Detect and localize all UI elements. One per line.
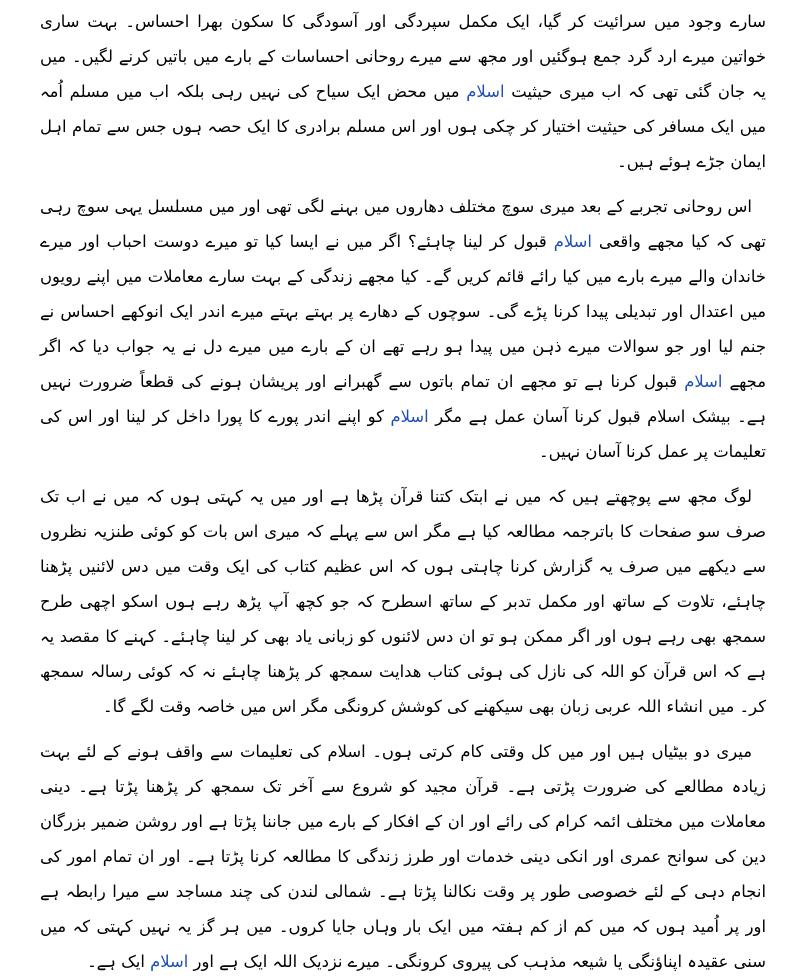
urdu-document-page — [40, 4, 766, 979]
text-segment: میری دو بیٹیاں ہیں اور میں کل وقتی کام کرتی ہوں۔ اسلام کی تعلیمات سے واقف ہونے کے لئے بہت زیادہ مطالعے کی ضرورت پڑتی ہے۔ قرآن مجید کو شروع سے آخر تک سمجھ کر پڑھنا پڑتا ہے۔ دینی معاملات میں مختلف ائمہ کرام کی رائے اور ان کے افکار کے بارے میں جاننا پڑتا ہے اور روشن ضمیر بزرگان دین کی سوانح عمری اور انکی دینی خدمات اور طرز زندگی کا مطالعہ کرنا پڑتا ہے۔ اور ان تمام امور کی انجام دہی کے لئے خصوصی طور پر وقت نکالنا پڑتا ہے۔ شمالی لندن کی چند مساجد سے میرا رابطہ ہے اور پر اُمید ہوں کہ میں کم از کم ہفتہ میں ایک بار وہاں جایا کروں۔ میں ہر گز یہ نہیں کہتی کہ میں سنی عقیدہ اپناؤنگی یا شیعہ مذہب کی پیروی کرونگی۔ میرے نزدیک اللہ ایک ہے اور — [40, 742, 766, 971]
highlighted-word: اسلام — [684, 372, 723, 391]
paragraph-1 — [40, 4, 766, 179]
text-segment: میں محض ایک سیاح کی نہیں رہی بلکہ اب میں مسلم اُمہ میں ایک مسافر کی حیثیت اختیار کر چکی ہوں اور اس مسلم برادری کا ایک حصہ ہوں جس سے تمام اہل ایمان جڑے ہوئے ہیں۔ — [40, 82, 766, 171]
text-segment: اس روحانی تجربے کے بعد میری سوچ مختلف دھاروں میں بہنے لگی تھی اور میں مسلسل یہی سوچ رہی تھی کہ کیا مجھے واقعی — [40, 197, 766, 251]
text-segment: کو اپنے اندر پورے کا پورا داخل کر لینا اور اس کی تعلیمات پر عمل کرنا آسان نہیں۔ — [40, 407, 766, 461]
text-segment: قبول کر لینا چاہئے؟ اگر میں نے ایسا کیا تو میرے دوست احباب اور میرے خاندان والے میرے بارے میں کیا رائے قائم کریں گے۔ کیا مجھے زندگی کے بہت سارے معاملات میں اپنے رویوں میں اعتدال اور تبدیلی پیدا کرنا پڑے گی۔ سوچوں کے دھارے پر بہتے بہتے میرے اندر ایک انوکھے احساس نے جنم لیا اور جو سوالات میرے ذہن میں پیدا ہو رہے تھے ان کے بارے میں میرے دل نے یہ جواب دیا کہ اگر مجھے — [40, 232, 766, 391]
highlighted-word: اسلام — [390, 407, 429, 426]
text-segment: قبول کرنا ہے تو مجھے ان تمام باتوں سے گھبرانے اور پریشان ہونے کی قطعاً ضرورت نہیں ہے۔ بیشک اسلام قبول کرنا آسان عمل ہے مگر — [40, 372, 766, 426]
paragraph-4 — [40, 734, 766, 979]
highlighted-word: اسلام — [553, 232, 592, 251]
paragraph-3 — [40, 479, 766, 724]
paragraph-2 — [40, 189, 766, 469]
highlighted-word: اسلام — [150, 952, 189, 971]
text-segment: لوگ مجھ سے پوچھتے ہیں کہ میں نے ابتک کتنا قرآن پڑھا ہے اور میں یہ کہتی ہوں کہ میں نے اب تک صرف سو صفحات کا باترجمہ مطالعہ کیا ہے مگر اس سے پہلے کہ میری اس بات کو کوئی طنزیہ نظروں سے دیکھے میں صرف یہ گزارش کرنا چاہتی ہوں کہ اس عظیم کتاب کی ایک وقت میں دس لائنیں پڑھنا چاہئے، تلاوت کے ساتھ اور مکمل تدبر کے ساتھ اسطرح کہ جو کچھ آپ پڑھ رہے ہوں اسکو اچھی طرح سمجھ بھی رہے ہوں اور اگر ممکن ہو تو ان دس لائنوں کو زبانی یاد بھی کر لینا چاہئے۔ کہنے کا مقصد یہ ہے کہ اس قرآن کو اللہ کی نازل کی ہوئی کتاب ھدایت سمجھ کر پڑھنا چاہئے نہ کہ کوئی رسالہ سمجھ کر۔ میں انشاء اللہ عربی زبان بھی سیکھنے کی کوشش کرونگی مگر اس میں خاصہ وقت لگے گا۔ — [40, 487, 766, 716]
highlighted-word: اسلام — [466, 82, 505, 101]
text-segment: ایک ہے۔ — [87, 952, 151, 971]
text-segment: سارے وجود میں سرائیت کر گیا، ایک مکمل سپردگی اور آسودگی کا سکون بھرا احساس۔ بہت ساری خواتین میرے ارد گرد جمع ہوگئیں اور مجھ سے میرے روحانی احساسات کے بارے میں باتیں کرنے لگیں۔ میں یہ جان گئی تھی کہ اب میری حیثیت — [40, 12, 766, 101]
